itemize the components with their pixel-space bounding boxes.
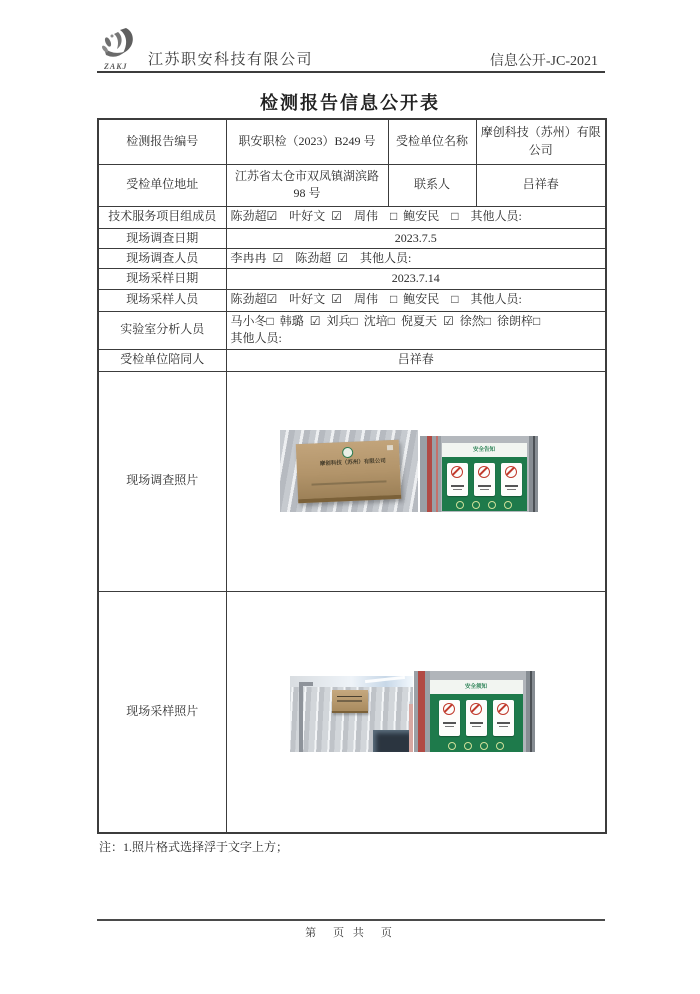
team-members-checklist: 陈劲超☑ 叶好文 ☑ 周伟 □ 鲍安民 □ 其他人员: xyxy=(226,206,606,228)
plaque-logo-icon xyxy=(341,446,352,457)
survey-date-value: 2023.7.5 xyxy=(226,228,606,248)
safety-notice-board xyxy=(442,443,527,511)
gray-wall-right xyxy=(529,436,538,512)
org-addr-value: 江苏省太仓市双凤镇湖滨路98 号 xyxy=(226,164,388,206)
plaque-screw xyxy=(386,445,392,450)
board-bottom-icons xyxy=(442,501,527,509)
prohibition-cards xyxy=(442,463,527,496)
board-header xyxy=(430,680,523,695)
company-logo xyxy=(96,26,146,72)
safety-notice-board xyxy=(430,680,523,752)
plaque-text: 摩创科技（苏州）有限公司 xyxy=(319,457,386,467)
board-body xyxy=(442,457,527,511)
table-row xyxy=(98,349,606,371)
no-smoking-icon xyxy=(470,703,482,715)
survey-staff-checklist: 李冉冉 ☑ 陈劲超 ☑ 其他人员: xyxy=(226,248,606,268)
contact-value: 吕祥春 xyxy=(476,164,606,206)
sampling-date-value: 2023.7.14 xyxy=(226,269,606,289)
table-row xyxy=(98,371,606,591)
escort-label: 受检单位陪同人 xyxy=(98,349,226,371)
sampling-staff-checklist: 陈劲超☑ 叶好文 ☑ 周伟 □ 鲍安民 □ 其他人员: xyxy=(226,289,606,311)
prohibition-card xyxy=(447,463,468,496)
no-smoking-icon xyxy=(478,466,490,478)
red-pipe xyxy=(427,436,432,512)
survey-photos-label: 现场调查照片 xyxy=(98,371,226,591)
photo-company-plaque xyxy=(280,430,418,512)
report-no-value: 职安职检（2023）B249 号 xyxy=(226,119,388,164)
table-row xyxy=(98,206,606,228)
lab-staff-label: 实验室分析人员 xyxy=(98,311,226,349)
dark-window xyxy=(373,730,409,752)
red-pipe xyxy=(418,671,425,752)
board-body xyxy=(430,694,523,752)
no-vehicles-icon xyxy=(497,703,509,715)
org-name-value: 摩创科技（苏州）有限公司 xyxy=(476,119,606,164)
prohibition-card xyxy=(466,700,487,736)
board-header xyxy=(442,443,527,458)
survey-date-label: 现场调查日期 xyxy=(98,228,226,248)
survey-photos-cell xyxy=(226,371,606,591)
edge-sliver xyxy=(409,704,413,752)
company-name: 江苏职安科技有限公司 xyxy=(148,52,314,68)
footnote: 注：1.照片格式选择浮于文字上方； xyxy=(99,840,289,854)
lab-staff-line1: 马小冬□ 韩璐 ☑ 刘兵□ 沈培□ 倪夏天 ☑ 徐然□ 徐朗梓□ xyxy=(230,313,541,328)
no-entry-icon xyxy=(443,703,455,715)
page-title: 检测报告信息公开表 xyxy=(260,93,440,113)
survey-staff-label: 现场调查人员 xyxy=(98,248,226,268)
no-vehicles-icon xyxy=(505,466,517,478)
downpipe xyxy=(299,682,303,752)
footer-rule xyxy=(97,919,605,921)
disclosure-table xyxy=(97,118,607,834)
gray-wall-right xyxy=(526,671,535,752)
board-title: 安全告知 xyxy=(473,446,495,453)
plaque-subline xyxy=(311,480,385,485)
sampling-photos-label: 现场采样照片 xyxy=(98,591,226,833)
header-rule xyxy=(97,71,605,73)
table-row xyxy=(98,228,606,248)
contact-label: 联系人 xyxy=(388,164,476,206)
lab-staff-line2: 其他人员: xyxy=(230,331,282,346)
table-row xyxy=(98,289,606,311)
prohibition-card xyxy=(474,463,495,496)
board-bottom-icons xyxy=(430,742,523,750)
prohibition-cards xyxy=(430,700,523,736)
report-no-label: 检测报告编号 xyxy=(98,119,226,164)
logo-caption: ZAKJ xyxy=(104,62,128,71)
table-row xyxy=(98,311,606,349)
table-row xyxy=(98,164,606,206)
sampling-date-label: 现场采样日期 xyxy=(98,269,226,289)
lab-staff-checklist xyxy=(226,311,606,349)
table-row xyxy=(98,591,606,833)
team-label: 技术服务项目组成员 xyxy=(98,206,226,228)
no-entry-icon xyxy=(451,466,463,478)
red-pipe-thin xyxy=(436,436,438,512)
escort-value: 吕祥春 xyxy=(226,349,606,371)
org-name-label: 受检单位名称 xyxy=(388,119,476,164)
sampling-photos-cell xyxy=(226,591,606,833)
small-brass-plaque xyxy=(332,690,368,713)
prohibition-card xyxy=(501,463,522,496)
table-row xyxy=(98,248,606,268)
org-addr-label: 受检单位地址 xyxy=(98,164,226,206)
prohibition-card xyxy=(439,700,460,736)
doc-code: 信息公开-JC-2021 xyxy=(489,54,598,69)
table-row xyxy=(98,119,606,164)
photo-safety-board-survey xyxy=(420,436,538,512)
logo-swoosh-icon xyxy=(96,26,146,66)
photo-building-facade xyxy=(290,676,413,752)
page-footer: 第 页 共 页 xyxy=(305,927,395,939)
photo-safety-board-sampling xyxy=(414,671,535,752)
prohibition-card xyxy=(493,700,514,736)
sampling-staff-label: 现场采样人员 xyxy=(98,289,226,311)
table-row xyxy=(98,269,606,289)
board-title: 安全须知 xyxy=(465,683,487,690)
brass-plaque xyxy=(295,439,400,502)
